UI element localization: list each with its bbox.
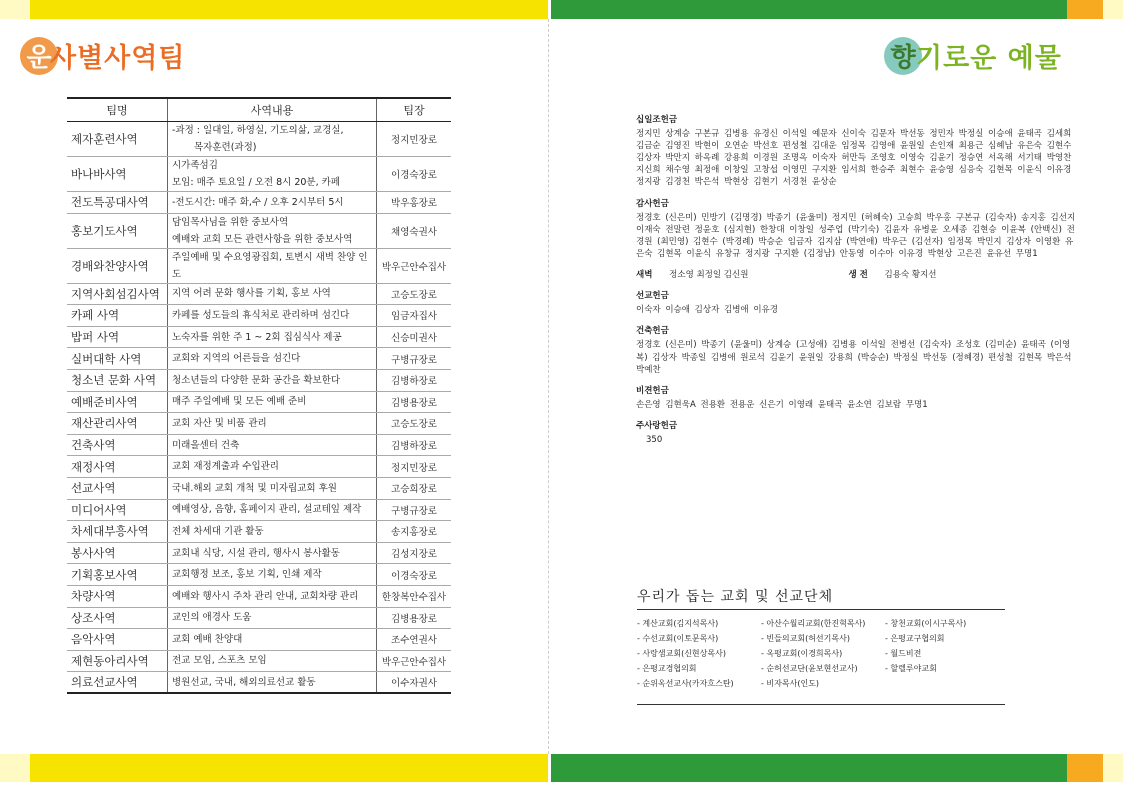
content-line: 주일예배 및 수요영광집회, 토변시 새벽 찬양 인도 — [172, 251, 368, 280]
offering-group — [636, 385, 1076, 411]
team-name: 경배와찬양사역 — [67, 248, 168, 283]
content-line: 목자훈련(과정) — [194, 142, 257, 153]
team-name: 전도특공대사역 — [67, 192, 168, 214]
content-line: 노숙자를 위한 주 1 ~ 2회 집심식사 제공 — [172, 331, 342, 343]
team-name: 바나바사역 — [67, 157, 168, 192]
table-row — [67, 305, 451, 327]
col-header-team: 팀명 — [67, 98, 168, 122]
content-line: 예배와 행사시 주차 관리 안내, 교회차량 관리 — [172, 590, 359, 602]
team-leader: 구병규장로 — [377, 499, 452, 521]
content-line: 지역 어려 문화 행사를 기획, 홍보 사역 — [172, 288, 331, 300]
offering-group-title: 건축헌금 — [636, 326, 669, 337]
ministry-content — [168, 213, 377, 248]
offering-group-title: 선교헌금 — [636, 291, 669, 302]
ministry-content — [168, 477, 377, 499]
content-line: 전교 모임, 스포츠 모임 — [172, 655, 267, 667]
table-row — [67, 391, 451, 413]
church-item: - 아산수월리교회(한진혁목사) — [761, 619, 866, 628]
content-line: 교회내 식당, 시설 관리, 행사시 봉사활동 — [172, 547, 340, 559]
content-line: 모임: 매주 토요일 / 오전 8시 20분, 카페 — [172, 177, 340, 188]
team-leader: 이경숙장로 — [377, 564, 452, 586]
offering-group — [636, 325, 1076, 375]
offering-names: 정경호 (신은미) 민방기 (김명경) 박종기 (윤울미) 정지민 (허혜숙) 고승희 박우홍 구본규 (김숙자) 송지홍 김선지 이재숙 전말련 정윤호 (심지현) 한창대 이창일 성주업 (박기숙) 김윤자 유병윤 오세종 김현승 이윤복 (안백신) 전경원 (최민영) 김현수 (박경례) 박승순 임금자 김지삼 (박연애) 박우근 (김선자) 임정목 박민지 김상자 이영환 유은숙 김현목 이윤식 유창규 정지광 구지환 (김정남) 안동영 이수아 이유경 박현상 고은진 윤유선 무명1 — [636, 212, 1076, 259]
ministry-content — [168, 413, 377, 435]
team-name: 건축사역 — [67, 434, 168, 456]
offering-pair-item — [848, 269, 936, 281]
table-row — [67, 672, 451, 694]
team-leader: 한창복안수집사 — [377, 585, 452, 607]
content-line: 미래올센터 건축 — [172, 439, 240, 451]
ministry-content — [168, 499, 377, 521]
team-leader: 송지홍장로 — [377, 521, 452, 543]
table-row — [67, 607, 451, 629]
church-item: - 빈들의교회(허선기목사) — [761, 634, 850, 643]
offering-pair-label: 새벽 — [636, 270, 653, 281]
offering-pair-names: 정소영 최정일 김신원 — [669, 270, 749, 281]
left-page-title — [20, 36, 185, 75]
right-title-text: 기로운 예물 — [916, 43, 1062, 74]
page-spine — [548, 19, 549, 754]
table-row — [67, 434, 451, 456]
churches-list — [637, 609, 1005, 705]
table-row — [67, 157, 451, 192]
team-name: 선교사역 — [67, 477, 168, 499]
team-name: 차량사역 — [67, 585, 168, 607]
team-name: 청소년 문화 사역 — [67, 369, 168, 391]
bottom-band — [0, 754, 1123, 782]
team-leader: 이수자권사 — [377, 672, 452, 694]
content-line: 담임목사님을 위한 중보사역 — [172, 216, 289, 228]
table-row — [67, 326, 451, 348]
col-header-leader: 팀장 — [377, 98, 452, 122]
content-line: 교회 재정계출과 수입관리 — [172, 461, 279, 473]
church-item: - 옥평교회(이경희목사) — [761, 649, 843, 658]
team-leader: 채영숙권사 — [377, 213, 452, 248]
church-item: - 창천교회(이시구목사) — [885, 619, 967, 628]
content-line: 시가족섬김 — [172, 160, 218, 171]
team-leader: 고승도장로 — [377, 413, 452, 435]
ministry-content — [168, 326, 377, 348]
church-item: - 월드비전 — [885, 649, 922, 658]
team-name: 재산관리사역 — [67, 413, 168, 435]
team-leader: 정지민장로 — [377, 456, 452, 478]
table-row — [67, 283, 451, 305]
team-name: 봉사사역 — [67, 542, 168, 564]
ministry-content — [168, 434, 377, 456]
table-row — [67, 369, 451, 391]
table-row — [67, 213, 451, 248]
content-line: 청소년들의 다양한 문화 공간을 확보한다 — [172, 374, 341, 386]
offering-group — [636, 420, 1076, 446]
ministry-content — [168, 348, 377, 370]
ministry-content — [168, 607, 377, 629]
table-row — [67, 542, 451, 564]
team-name: 재정사역 — [67, 456, 168, 478]
col-header-content: 사역내용 — [168, 98, 377, 122]
team-name: 홍보기도사역 — [67, 213, 168, 248]
left-title-text: 사별사역팀 — [50, 43, 186, 74]
offering-group-title: 비젼헌금 — [636, 385, 669, 396]
title-badge-icon: 운 — [20, 37, 58, 75]
team-name: 차세대부흥사역 — [67, 521, 168, 543]
table-header-row — [67, 98, 451, 122]
content-line: 교인의 애경사 도움 — [172, 612, 252, 624]
content-line: 교회행정 보조, 홍보 기획, 인쇄 제작 — [172, 569, 322, 581]
table-row — [67, 477, 451, 499]
offering-group — [636, 198, 1076, 260]
offering-group-title: 주사랑헌금 — [636, 420, 678, 431]
ministry-content — [168, 391, 377, 413]
team-leader: 정지민장로 — [377, 122, 452, 157]
offering-names: 손은영 김현욱A 전용환 전용운 신은기 이영래 윤태곡 윤소연 김보람 무명1 — [636, 399, 928, 410]
table-row — [67, 564, 451, 586]
content-line: 카페를 성도들의 휴식처로 관리하며 섬긴다 — [172, 309, 350, 321]
offering-names: 이숙자 이승애 김상자 김병애 이유경 — [636, 305, 778, 316]
team-name: 예배준비사역 — [67, 391, 168, 413]
table-row — [67, 413, 451, 435]
table-row — [67, 521, 451, 543]
team-leader: 김병용장로 — [377, 391, 452, 413]
offering-pair-label: 생 전 — [848, 270, 868, 281]
team-leader: 박우홍장로 — [377, 192, 452, 214]
offering-count: 350 — [646, 434, 663, 445]
team-leader: 신승미권사 — [377, 326, 452, 348]
ministry-content — [168, 672, 377, 694]
team-leader: 김병하장로 — [377, 369, 452, 391]
offering-names: 정경호 (신은미) 박종기 (윤울미) 상계승 (고성애) 김병용 이석일 전병선 (김숙자) 조성호 (김미순) 윤태곡 (이영복) 김상자 박종일 김병애 원로석 김윤기 윤원일 강용희 (박승순) 박정실 박선동 (정혜경) 편성철 김현목 박은석 박예찬 — [636, 340, 1072, 375]
ministry-content — [168, 192, 377, 214]
team-leader: 박우근안수집사 — [377, 248, 452, 283]
churches-title: 우리가 돕는 교회 및 선교단체 — [637, 589, 834, 605]
church-item: - 할렐루야교회 — [885, 664, 937, 673]
top-band — [0, 0, 1123, 19]
table-row — [67, 122, 451, 157]
content-line: 교회 자산 및 비품 관리 — [172, 417, 267, 429]
team-name: 음악사역 — [67, 629, 168, 651]
table-row — [67, 248, 451, 283]
team-name: 실버대학 사역 — [67, 348, 168, 370]
team-name: 지역사회섬김사역 — [67, 283, 168, 305]
offering-group-title: 감사헌금 — [636, 198, 669, 209]
team-name: 상조사역 — [67, 607, 168, 629]
church-item: - 은평교경협의회 — [637, 664, 697, 673]
team-leader: 임금자집사 — [377, 305, 452, 327]
table-row — [67, 456, 451, 478]
church-item: - 사랑샘교회(신현상목사) — [637, 649, 726, 658]
team-leader: 이경숙장로 — [377, 157, 452, 192]
ministry-content — [168, 305, 377, 327]
team-leader: 고승도장로 — [377, 283, 452, 305]
table-row — [67, 650, 451, 672]
team-leader: 박우근안수집사 — [377, 650, 452, 672]
church-item: - 은평교구협의회 — [885, 634, 945, 643]
offering-group — [636, 114, 1076, 189]
church-item: - 순위옥선교사(카자흐스탄) — [637, 679, 734, 688]
table-row — [67, 348, 451, 370]
table-row — [67, 585, 451, 607]
church-item: - 비자목사(인도) — [761, 679, 820, 688]
team-leader: 김병하장로 — [377, 434, 452, 456]
content-line: 국내.해외 교회 개척 및 미자립교회 후원 — [172, 482, 337, 494]
table-row — [67, 629, 451, 651]
ministry-content — [168, 542, 377, 564]
content-line: 병원선교, 국내, 해외의료선교 활동 — [172, 676, 316, 688]
church-item: - 수선교회(이토문목사) — [637, 634, 719, 643]
content-line: 전체 차세대 기관 활동 — [172, 525, 264, 537]
offering-group — [636, 290, 1076, 316]
ministry-content — [168, 369, 377, 391]
team-leader: 김성지장로 — [377, 542, 452, 564]
team-name: 제자훈련사역 — [67, 122, 168, 157]
team-name: 밥퍼 사역 — [67, 326, 168, 348]
ministry-content — [168, 157, 377, 192]
table-row — [67, 499, 451, 521]
content-line: -과정 : 일대일, 하영실, 기도의삶, 교경실, — [172, 125, 344, 136]
offerings-list — [636, 114, 1076, 455]
ministry-content — [168, 456, 377, 478]
team-leader: 고승희장로 — [377, 477, 452, 499]
right-page-title — [884, 36, 1062, 75]
church-item: - 계산교회(김지석목사) — [637, 619, 719, 628]
content-line: -전도시간: 매주 화,수 / 오후 2시부터 5시 — [172, 196, 344, 208]
offering-names: 정지민 상계승 구본규 김병용 유경신 이석일 예문자 신이숙 김문자 박선동 정민자 박정실 이승애 윤태곡 김세희 김금순 김영진 박현이 오연순 박선호 편성철 김대운 임정목 김영애 윤원일 손인재 최용근 심혜남 유은숙 김현수 김상자 박만지 하옥례 강용희 이경원 조명옥 이숙자 허만득 조영호 이영숙 김윤기 정승연 서옥해 서기태 박영찬 지신희 채수영 최정애 이창일 고창섭 이영민 구지환 임서희 한승주 최현수 윤승영 심응숙 김현목 이윤식 이유경 정지광 김경천 박은석 박현상 김현기 서경천 윤상순 — [636, 129, 1072, 188]
team-name: 미디어사역 — [67, 499, 168, 521]
offering-group-title: 십일조헌금 — [636, 115, 678, 125]
ministry-content — [168, 521, 377, 543]
offering-pair-item — [636, 269, 748, 281]
content-line: 매주 주일예배 및 모든 예배 준비 — [172, 396, 307, 408]
ministry-content — [168, 248, 377, 283]
team-name: 의료선교사역 — [67, 672, 168, 694]
ministry-content — [168, 283, 377, 305]
team-name: 카페 사역 — [67, 305, 168, 327]
church-item: - 순허선교단(윤보현선교사) — [761, 664, 858, 673]
team-leader: 조수연권사 — [377, 629, 452, 651]
content-line: 예배영상, 음향, 홈페이지 관리, 설교테잎 제작 — [172, 504, 362, 516]
content-line: 교회와 지역의 어른들을 섬긴다 — [172, 353, 301, 365]
ministry-content — [168, 564, 377, 586]
title-badge-icon: 향 — [884, 37, 922, 75]
content-line: 교회 예배 찬양대 — [172, 633, 243, 645]
team-name: 기획홍보사역 — [67, 564, 168, 586]
offering-pair — [636, 269, 1076, 281]
table-row — [67, 192, 451, 214]
content-line: 예배와 교회 모든 관련사항을 위한 중보사역 — [172, 233, 353, 245]
team-leader: 김병용장로 — [377, 607, 452, 629]
ministry-content — [168, 585, 377, 607]
ministry-content — [168, 122, 377, 157]
offering-pair-names: 김용숙 황지선 — [884, 270, 937, 281]
ministry-table — [67, 97, 451, 694]
ministry-content — [168, 629, 377, 651]
ministry-content — [168, 650, 377, 672]
team-leader: 구병규장로 — [377, 348, 452, 370]
team-name: 제현동아리사역 — [67, 650, 168, 672]
